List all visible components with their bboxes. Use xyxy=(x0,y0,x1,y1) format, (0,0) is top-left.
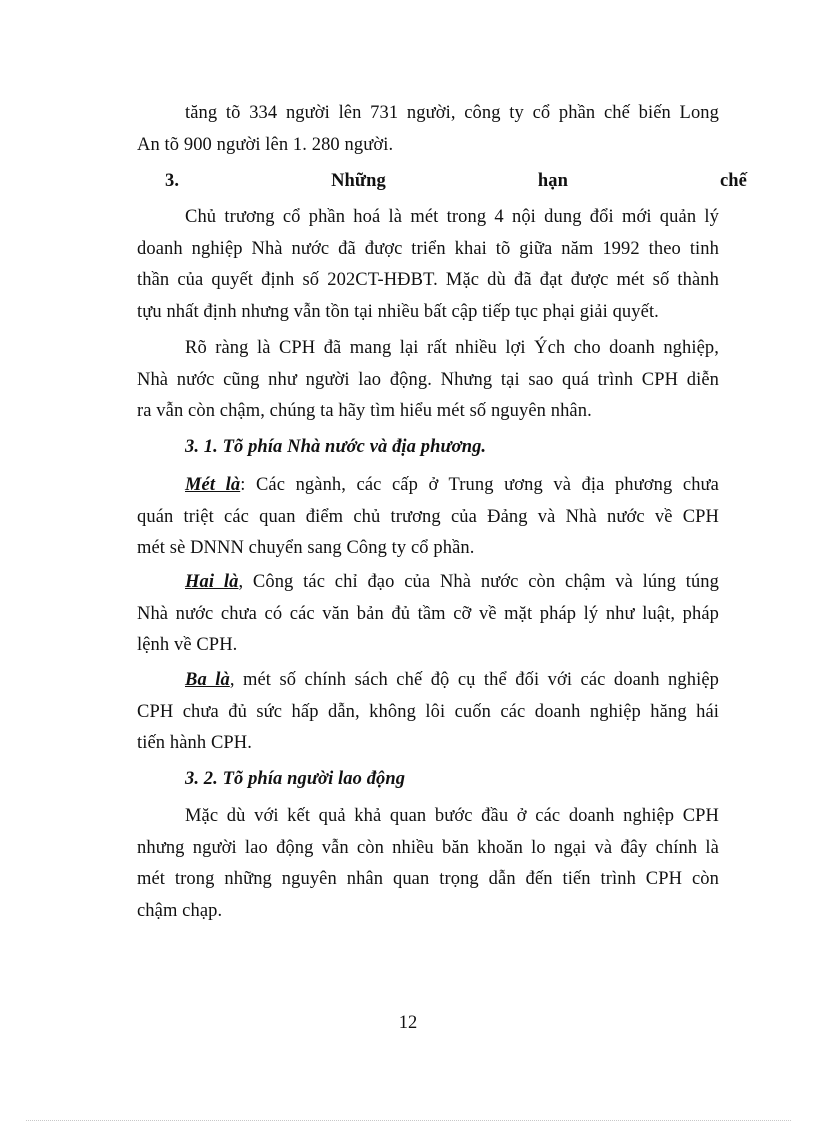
text-line: An tõ 900 người lên 1. 280 người. xyxy=(137,134,394,155)
text-line: ra vẫn còn chậm, chúng ta hãy tìm hiểu mét số nguyên nhân. xyxy=(137,401,592,421)
item-label: Mét là xyxy=(185,475,241,495)
text-line: mét trong những nguyên nhân quan trọng dẫn đến tiến trình CPH còn xyxy=(137,869,719,889)
text-line: CPH chưa đủ sức hấp dẫn, không lôi cuốn các doanh nghiệp hăng hái xyxy=(137,701,719,722)
text-line: tăng tõ 334 người lên 731 người, công ty cổ phần chế biến Long xyxy=(185,103,719,123)
item-2 xyxy=(137,567,719,662)
text-line: Nhà nước cũng như người lao động. Nhưng tại sao quá trình CPH diễn xyxy=(137,369,719,390)
subheading-1: 3. 1. Tõ phía Nhà nước và địa phương. xyxy=(185,437,487,457)
text-line: nhưng người lao động vẫn còn nhiều băn khoăn lo ngại và đây chính là xyxy=(137,837,719,858)
text-line xyxy=(137,470,719,502)
heading-word: chế xyxy=(719,171,747,191)
text-line: chậm chạp. xyxy=(137,900,223,921)
text-line xyxy=(137,665,719,697)
text-line: Chủ trương cổ phần hoá là mét trong 4 nội dung đổi mới quản lý xyxy=(185,207,719,227)
text-line: doanh nghiệp Nhà nước đã được triển khai tõ giữa năm 1992 theo tinh xyxy=(137,238,719,259)
text-line: tựu nhất định nhưng vẫn tồn tại nhiều bất cập tiếp tục phại giải quyết. xyxy=(137,301,659,322)
text-line: mét sè DNNN chuyển sang Công ty cổ phần. xyxy=(137,538,475,558)
section-number: 3. xyxy=(165,171,180,191)
heading-word: Những xyxy=(331,171,386,191)
paragraph-2 xyxy=(137,333,719,428)
item-3 xyxy=(137,665,719,760)
text-line: Mặc dù với kết quả khả quan bước đầu ở các doanh nghiệp CPH xyxy=(185,806,719,826)
paragraph-3 xyxy=(137,801,719,927)
text-line: quán triệt các quan điểm chủ trương của Đảng và Nhà nước về CPH xyxy=(137,506,719,527)
text-line: Rõ ràng là CPH đã mang lại rất nhiều lợi Ých cho doanh nghiệp, xyxy=(185,338,719,358)
item-1 xyxy=(137,470,719,565)
paragraph-intro xyxy=(137,98,719,161)
text-segment: , mét số chính sách chế độ cụ thể đối với các doanh nghiệp xyxy=(229,670,719,690)
subheading-2: 3. 2. Tõ phía người lao động xyxy=(185,769,406,789)
text-segment: : Các ngành, các cấp ở Trung ương và địa phương chưa xyxy=(240,475,719,495)
text-line: tiến hành CPH. xyxy=(137,733,252,753)
section-heading xyxy=(137,166,747,198)
page-bottom-divider xyxy=(26,1120,791,1121)
paragraph-1 xyxy=(137,202,719,328)
text-segment: , Công tác chỉ đạo của Nhà nước còn chậm và lúng túng xyxy=(238,572,719,592)
item-label: Ba là xyxy=(185,670,230,690)
page-number: 12 xyxy=(398,1013,418,1033)
heading-word: hạn xyxy=(537,171,568,191)
text-line: lệnh về CPH. xyxy=(137,635,238,655)
text-line: thần của quyết định số 202CT-HĐBT. Mặc dù đã đạt được mét số thành xyxy=(137,270,719,290)
item-label: Hai là xyxy=(185,572,239,592)
text-line: Nhà nước chưa có các văn bản đủ tầm cỡ về mặt pháp lý như luật, pháp xyxy=(137,603,719,624)
text-line xyxy=(137,567,719,599)
